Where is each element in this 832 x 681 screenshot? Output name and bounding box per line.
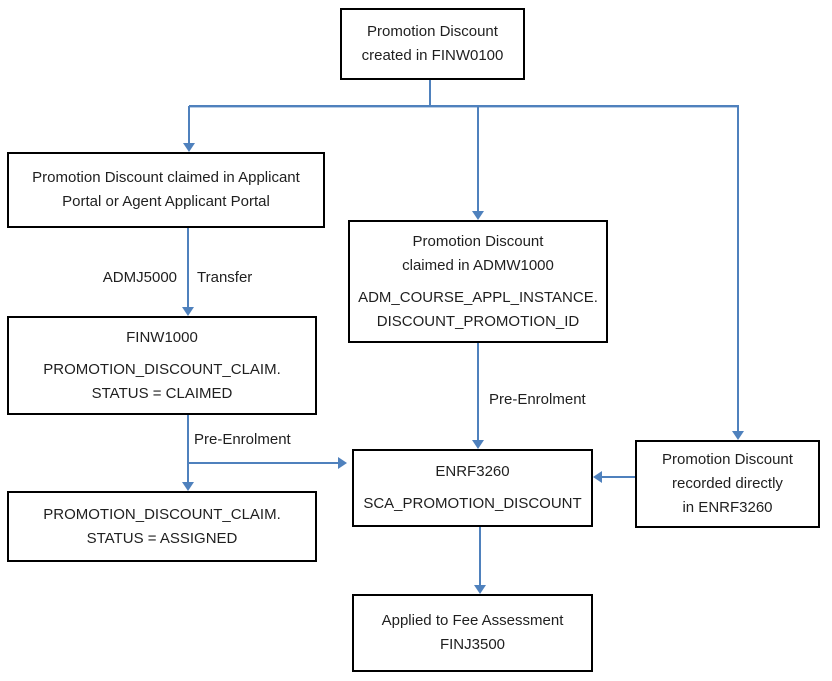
node-text-line: Portal or Agent Applicant Portal	[62, 193, 270, 210]
connector-created-stem	[429, 80, 431, 107]
arrowhead-into-assigned	[182, 482, 194, 491]
connector-recorded-to-enrf	[602, 476, 635, 478]
connector-finw1000-to-assigned	[187, 415, 189, 482]
node-promotion-created	[340, 8, 525, 80]
node-finw1000-claimed	[7, 316, 317, 415]
node-text-line: Promotion Discount	[412, 232, 544, 250]
node-text-line: Applied to Fee Assessment	[381, 612, 564, 629]
arrowhead-into-claimed-portal	[183, 143, 195, 152]
arrowhead-into-claimed-admw	[472, 211, 484, 220]
edge-label-pre-enrolment-mid: Pre-Enrolment	[489, 391, 586, 408]
edge-label-pre-enrolment-left: Pre-Enrolment	[194, 431, 291, 448]
node-text-line: recorded directly	[672, 475, 783, 492]
node-text-line: created in FINW0100	[361, 47, 504, 64]
node-text-line: PROMOTION_DISCOUNT_CLAIM.	[43, 505, 281, 523]
arrowhead-into-enrf-right	[593, 471, 602, 483]
node-claimed-admw1000	[348, 220, 608, 343]
node-claimed-applicant-portal	[7, 152, 325, 228]
connector-finw1000-to-enrf	[188, 462, 338, 464]
arrowhead-into-enrf-left	[338, 457, 347, 469]
arrowhead-into-recorded	[732, 431, 744, 440]
connector-branch-middle	[477, 106, 479, 211]
node-enrf3260	[352, 449, 593, 527]
node-text-line: FINJ3500	[439, 636, 506, 653]
connector-portal-to-finw1000	[187, 228, 189, 307]
node-text-line: SCA_PROMOTION_DISCOUNT	[363, 495, 582, 512]
arrowhead-into-finw1000	[182, 307, 194, 316]
node-applied-fee-assessment	[352, 594, 593, 672]
node-text-line: in ENRF3260	[682, 499, 773, 516]
node-text-line: DISCOUNT_PROMOTION_ID	[376, 312, 580, 330]
edge-label-transfer: Transfer	[197, 269, 253, 286]
connector-branch-right	[737, 106, 739, 431]
node-text-line: Promotion Discount	[367, 23, 498, 40]
node-status-assigned	[7, 491, 317, 562]
node-text-line: claimed in ADMW1000	[402, 256, 554, 274]
arrowhead-into-applied	[474, 585, 486, 594]
connector-enrf-to-applied	[479, 527, 481, 585]
node-text-line: STATUS = CLAIMED	[91, 384, 233, 402]
connector-branch-left	[188, 106, 190, 143]
connector-admw-to-enrf	[477, 343, 479, 440]
node-text-line: FINW1000	[126, 328, 198, 346]
node-text-line: Promotion Discount	[662, 451, 793, 468]
node-recorded-directly	[635, 440, 820, 528]
node-text-line: ADM_COURSE_APPL_INSTANCE.	[358, 288, 598, 306]
arrowhead-into-enrf-top	[472, 440, 484, 449]
node-text-line: ENRF3260	[435, 463, 510, 480]
node-text-line: PROMOTION_DISCOUNT_CLAIM.	[43, 360, 281, 378]
edge-label-admj5000: ADMJ5000	[102, 269, 177, 286]
node-text-line: STATUS = ASSIGNED	[86, 529, 238, 547]
connector-top-horizontal	[189, 105, 739, 108]
node-text-line: Promotion Discount claimed in Applicant	[32, 169, 300, 186]
